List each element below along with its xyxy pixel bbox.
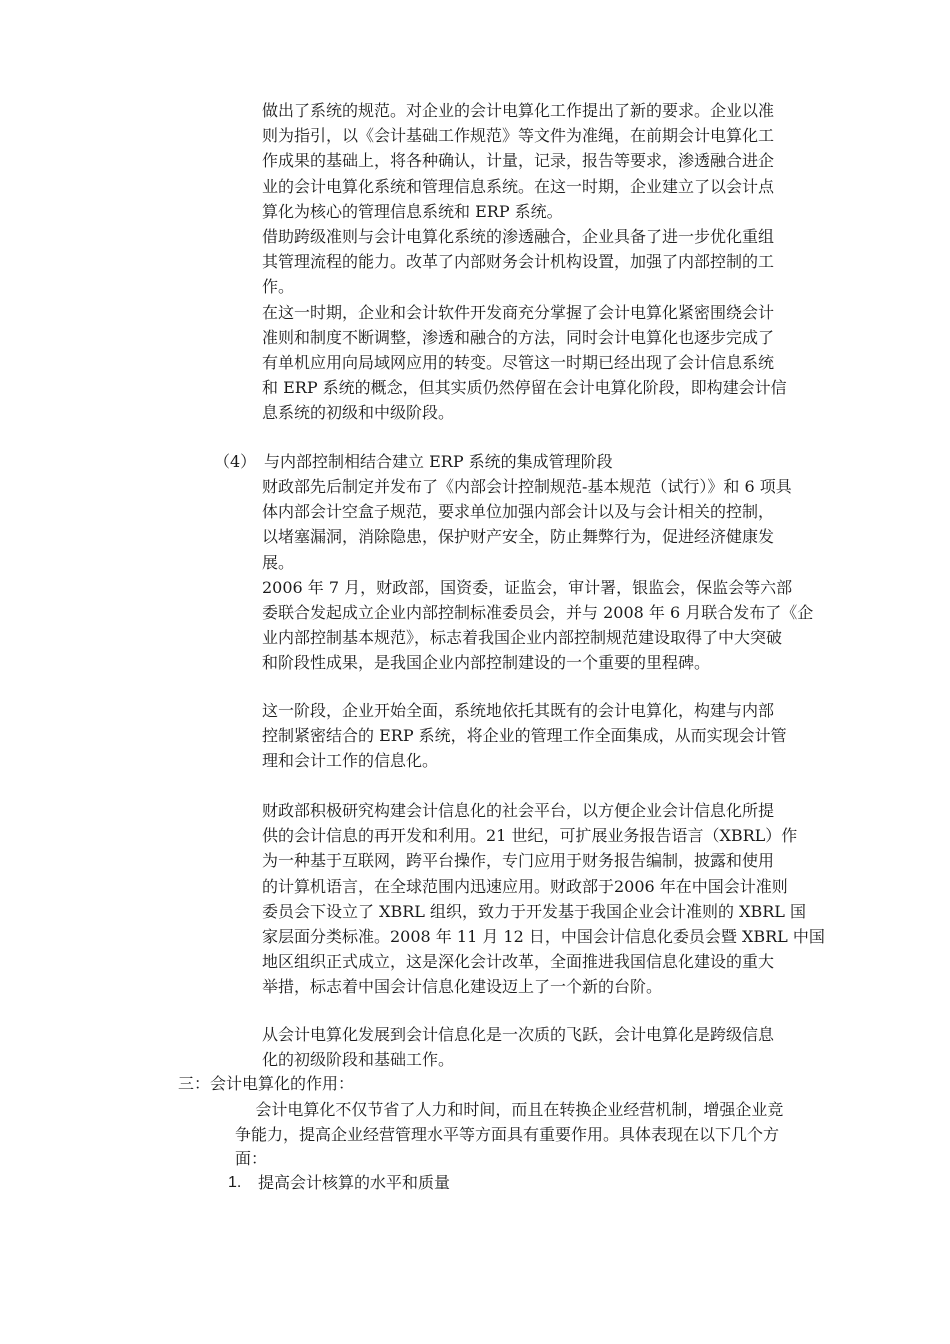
text-line: 以堵塞漏洞，消除隐患，保护财产安全，防止舞弊行为，促进经济健康发 [262, 527, 775, 547]
paragraph-erp-integration [262, 698, 810, 774]
text-line: 有单机应用向局域网应用的转变。尽管这一时期已经出现了会计信息系统 [262, 353, 775, 373]
text-line: 地区组织正式成立，这是深化会计改革，全面推进我国信息化建设的重大 [262, 952, 775, 972]
text-line: 会计电算化不仅节省了人力和时间，而且在转换企业经营机制，增强企业竞 [235, 1100, 784, 1119]
text-line: 举措，标志着中国会计信息化建设迈上了一个新的台阶。 [262, 977, 663, 997]
text-line: 的计算机语言，在全球范围内迅速应用。财政部于2006 年在中国会计准则 [262, 876, 788, 896]
text-line: 争能力，提高企业经营管理水平等方面具有重要作用。具体表现在以下几个方 [235, 1124, 780, 1144]
section-3-body [235, 1098, 810, 1172]
paragraph-stage3-body [262, 98, 810, 426]
text-line: 借助跨级准则与会计电算化系统的渗透融合，企业具备了进一步优化重组 [262, 227, 775, 247]
paragraph-leap [262, 1022, 810, 1072]
text-line: 从会计电算化发展到会计信息化是一次质的飞跃，会计电算化是跨级信息 [262, 1025, 775, 1044]
text-line: 和阶段性成果，是我国企业内部控制建设的一个重要的里程碑。 [262, 653, 711, 673]
text-line: 作成果的基础上，将各种确认，计量，记录，报告等要求，渗透融合进企 [262, 151, 775, 171]
text-line: 家层面分类标准。2008 年 11 月 12 日，中国会计信息化委员会暨 XBRL 中国 [262, 927, 825, 947]
text-line: 算化为核心的管理信息系统和 ERP 系统。 [262, 201, 563, 221]
text-line: 其管理流程的能力。改革了内部财务会计机构设置，加强了内部控制的工 [262, 252, 775, 272]
list-item-number: 1. [228, 1174, 242, 1191]
text-line: 准则和制度不断调整，渗透和融合的方法，同时会计电算化也逐步完成了 [262, 327, 775, 347]
text-line: 2006 年 7 月，财政部，国资委，证监会，审计署，银监会，保监会等六部 [262, 577, 793, 597]
text-line: 财政部先后制定并发布了《内部会计控制规范-基本规范（试行）》和 6 项具 [262, 477, 792, 496]
text-line: 委联合发起成立企业内部控制标准委员会，并与 2008 年 6 月联合发布了《企 [262, 603, 814, 623]
text-line: 作。 [262, 277, 295, 297]
paragraph-xbrl [262, 798, 825, 1000]
text-line: 为一种基于互联网，跨平台操作，专门应用于财务报告编制，披露和使用 [262, 851, 775, 871]
text-line: 体内部会计空盒子规范，要求单位加强内部会计以及与会计相关的控制， [262, 502, 775, 522]
section-4-number: （4） [214, 452, 257, 471]
text-line: 业的会计电算化系统和管理信息系统。在这一时期，企业建立了以会计点 [262, 176, 775, 196]
section-3-heading: 三：会计电算化的作用： [178, 1074, 355, 1093]
list-item-text: 提高会计核算的水平和质量 [258, 1173, 451, 1192]
text-line: 这一阶段，企业开始全面，系统地依托其既有的会计电算化，构建与内部 [262, 701, 775, 720]
text-line: 化的初级阶段和基础工作。 [262, 1050, 455, 1070]
text-line: 业内部控制基本规范》，标志着我国企业内部控制规范建设取得了中大突破 [262, 628, 783, 648]
section-4-title: 与内部控制相结合建立 ERP 系统的集成管理阶段 [264, 452, 613, 471]
text-line: 做出了系统的规范。对企业的会计电算化工作提出了新的要求。企业以准 [262, 101, 775, 120]
text-line: 面： [235, 1149, 268, 1168]
text-line: 则为指引，以《会计基础工作规范》等文件为准绳，在前期会计电算化工 [262, 126, 775, 146]
text-line: 和 ERP 系统的概念，但其实质仍然停留在会计电算化阶段，即构建会计信 [262, 378, 787, 398]
text-line: 供的会计信息的再开发和利用。21 世纪，可扩展业务报告语言（XBRL）作 [262, 826, 798, 846]
text-line: 展。 [262, 552, 295, 572]
text-line: 委员会下设立了 XBRL 组织，致力于开发基于我国企业会计准则的 XBRL 国 [262, 901, 806, 921]
text-line: 理和会计工作的信息化。 [262, 751, 439, 771]
paragraph-internal-control [262, 474, 814, 676]
text-line: 在这一时期，企业和会计软件开发商充分掌握了会计电算化紧密围绕会计 [262, 302, 775, 322]
text-line: 息系统的初级和中级阶段。 [262, 403, 455, 423]
text-line: 财政部积极研究构建会计信息化的社会平台，以方便企业会计信息化所提 [262, 801, 775, 820]
text-line: 控制紧密结合的 ERP 系统，将企业的管理工作全面集成，从而实现会计管 [262, 726, 787, 746]
